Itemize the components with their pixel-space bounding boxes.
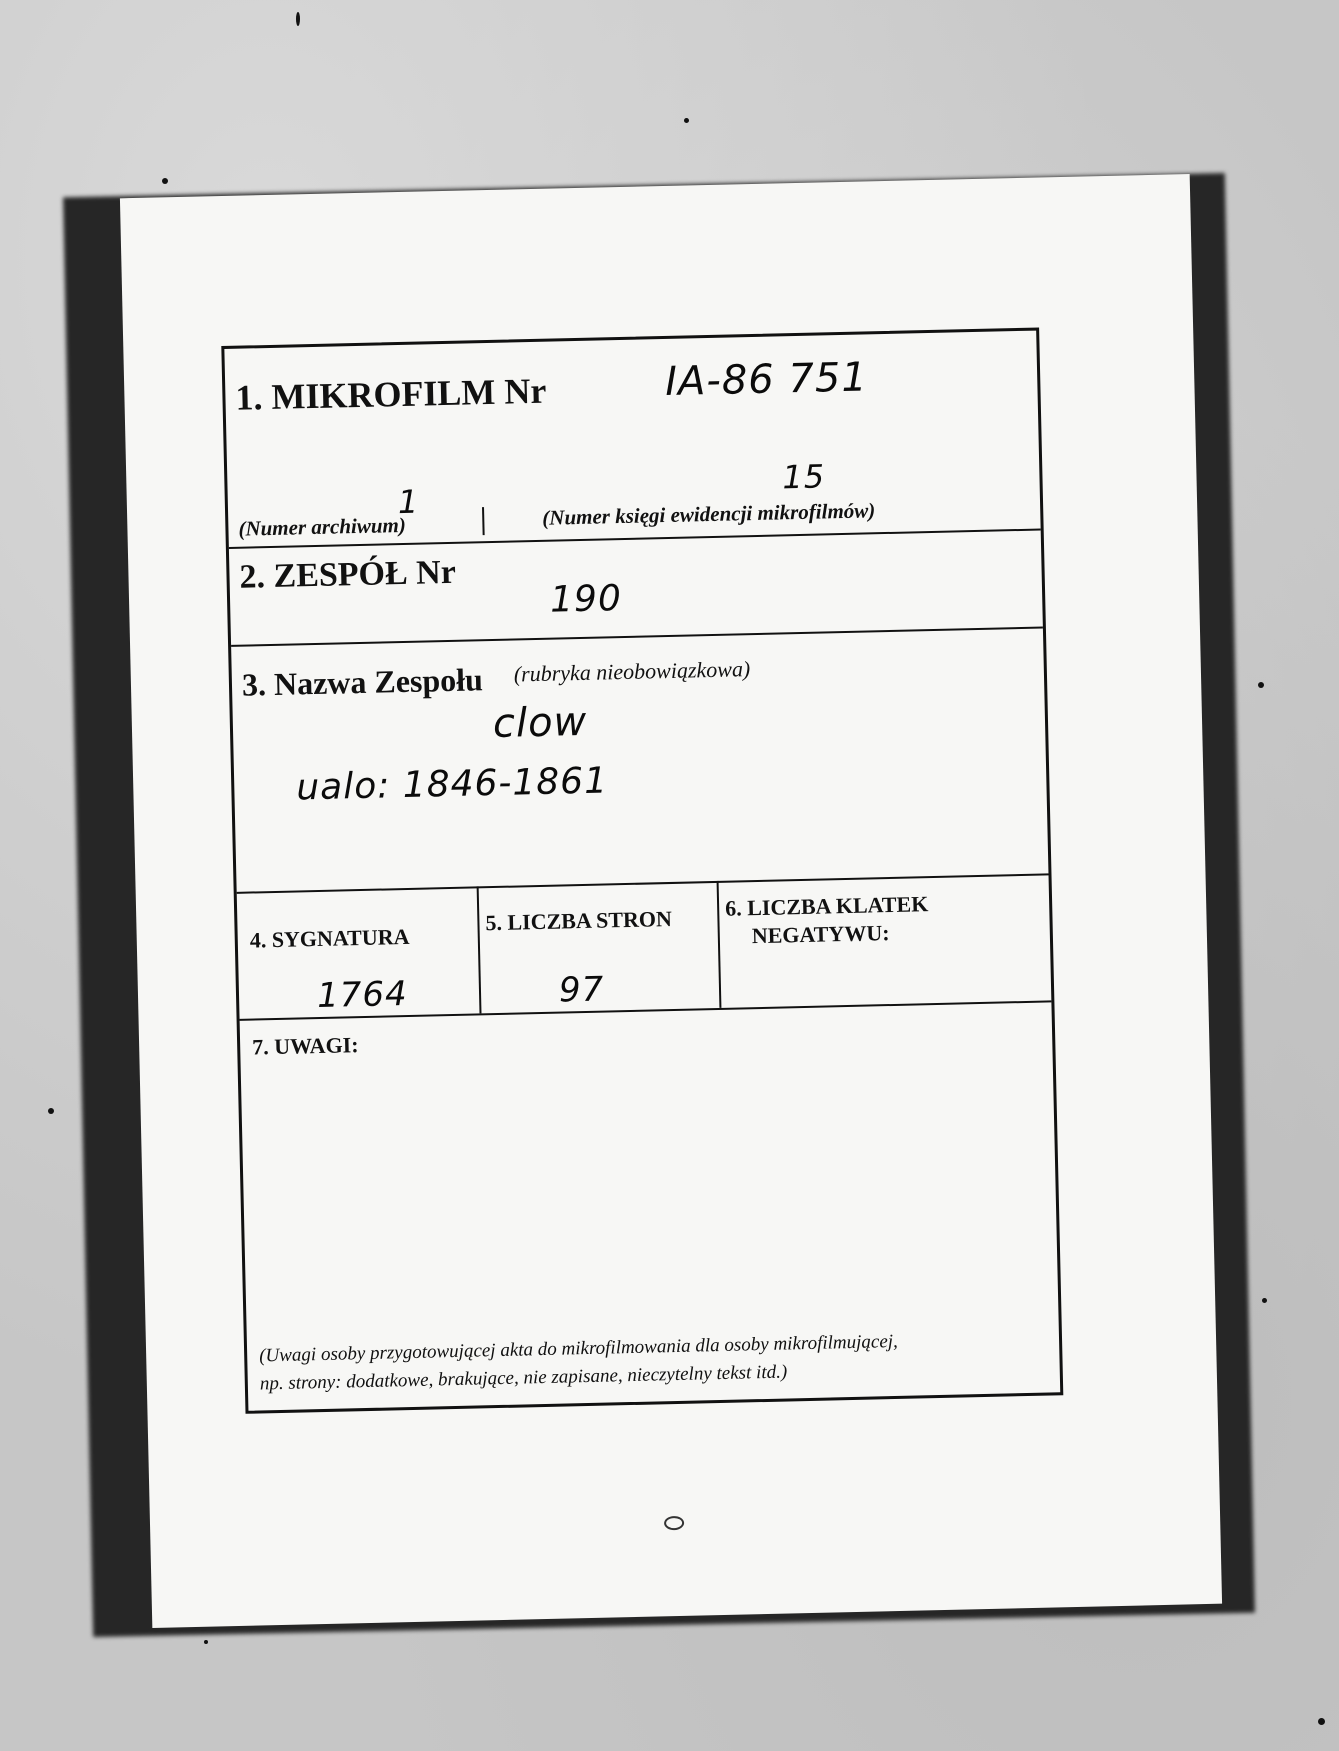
page-count-value: 97 (558, 969, 605, 1011)
fonds-number-value: 190 (549, 578, 623, 621)
microfilm-card (120, 174, 1222, 1628)
fonds-name-value-line1: clow (492, 698, 588, 747)
page-count-label: 5. LICZBA STRON (485, 905, 673, 936)
signature-cell (237, 886, 480, 1018)
dust-speck (1262, 1298, 1267, 1303)
caption-divider (482, 507, 485, 535)
signature-value: 1764 (316, 974, 409, 1017)
frame-count-label-line1: 6. LICZBA KLATEK (724, 891, 929, 921)
archive-number-caption: (Numer archiwum) (238, 512, 407, 541)
frame-count-label (725, 890, 929, 951)
remarks-footnote-line1: (Uwagi osoby przygotowującej akta do mikrofilmowania dla osoby mikrofilmującej, (258, 1330, 899, 1367)
dust-speck (162, 178, 168, 184)
page-count-cell (477, 881, 722, 1013)
register-number-value: 15 (781, 457, 826, 497)
field-row-counts (237, 873, 1052, 1020)
field-microfilm-number (224, 331, 1040, 549)
register-caption: (Numer księgi ewidencji mikrofilmów) (542, 498, 876, 530)
fonds-name-label: 3. Nazwa Zespołu (241, 661, 484, 703)
frame-count-cell (717, 873, 1052, 1007)
fonds-name-value-line2: ualo: 1846-1861 (295, 760, 609, 809)
microfilm-number-label: 1. MIKROFILM Nr (235, 370, 547, 418)
fonds-name-note: (rubryka nieobowiązkowa) (513, 656, 751, 687)
dust-speck (1258, 682, 1264, 688)
frame-count-label-line2: NEGATYWU: (751, 920, 890, 949)
remarks-label: 7. UWAGI: (251, 1032, 359, 1060)
dust-speck (296, 12, 300, 26)
microfilm-form (221, 328, 1063, 1414)
remarks-footnote-line2: np. strony: dodatkowe, brakujące, nie zapisane, nieczytelny tekst itd.) (259, 1361, 788, 1395)
field-fonds-name (231, 626, 1048, 893)
dust-speck (204, 1640, 208, 1644)
signature-label: 4. SYGNATURA (249, 923, 410, 953)
archive-number-value: 1 (397, 482, 420, 522)
fonds-number-label: 2. ZESPÓŁ Nr (239, 553, 457, 596)
dust-speck (48, 1108, 54, 1114)
dust-speck (1318, 1718, 1325, 1725)
field-remarks (240, 1000, 1061, 1410)
microfilm-number-value: IA-86 751 (664, 354, 869, 405)
dust-speck (684, 118, 689, 123)
ink-smudge (664, 1516, 684, 1530)
